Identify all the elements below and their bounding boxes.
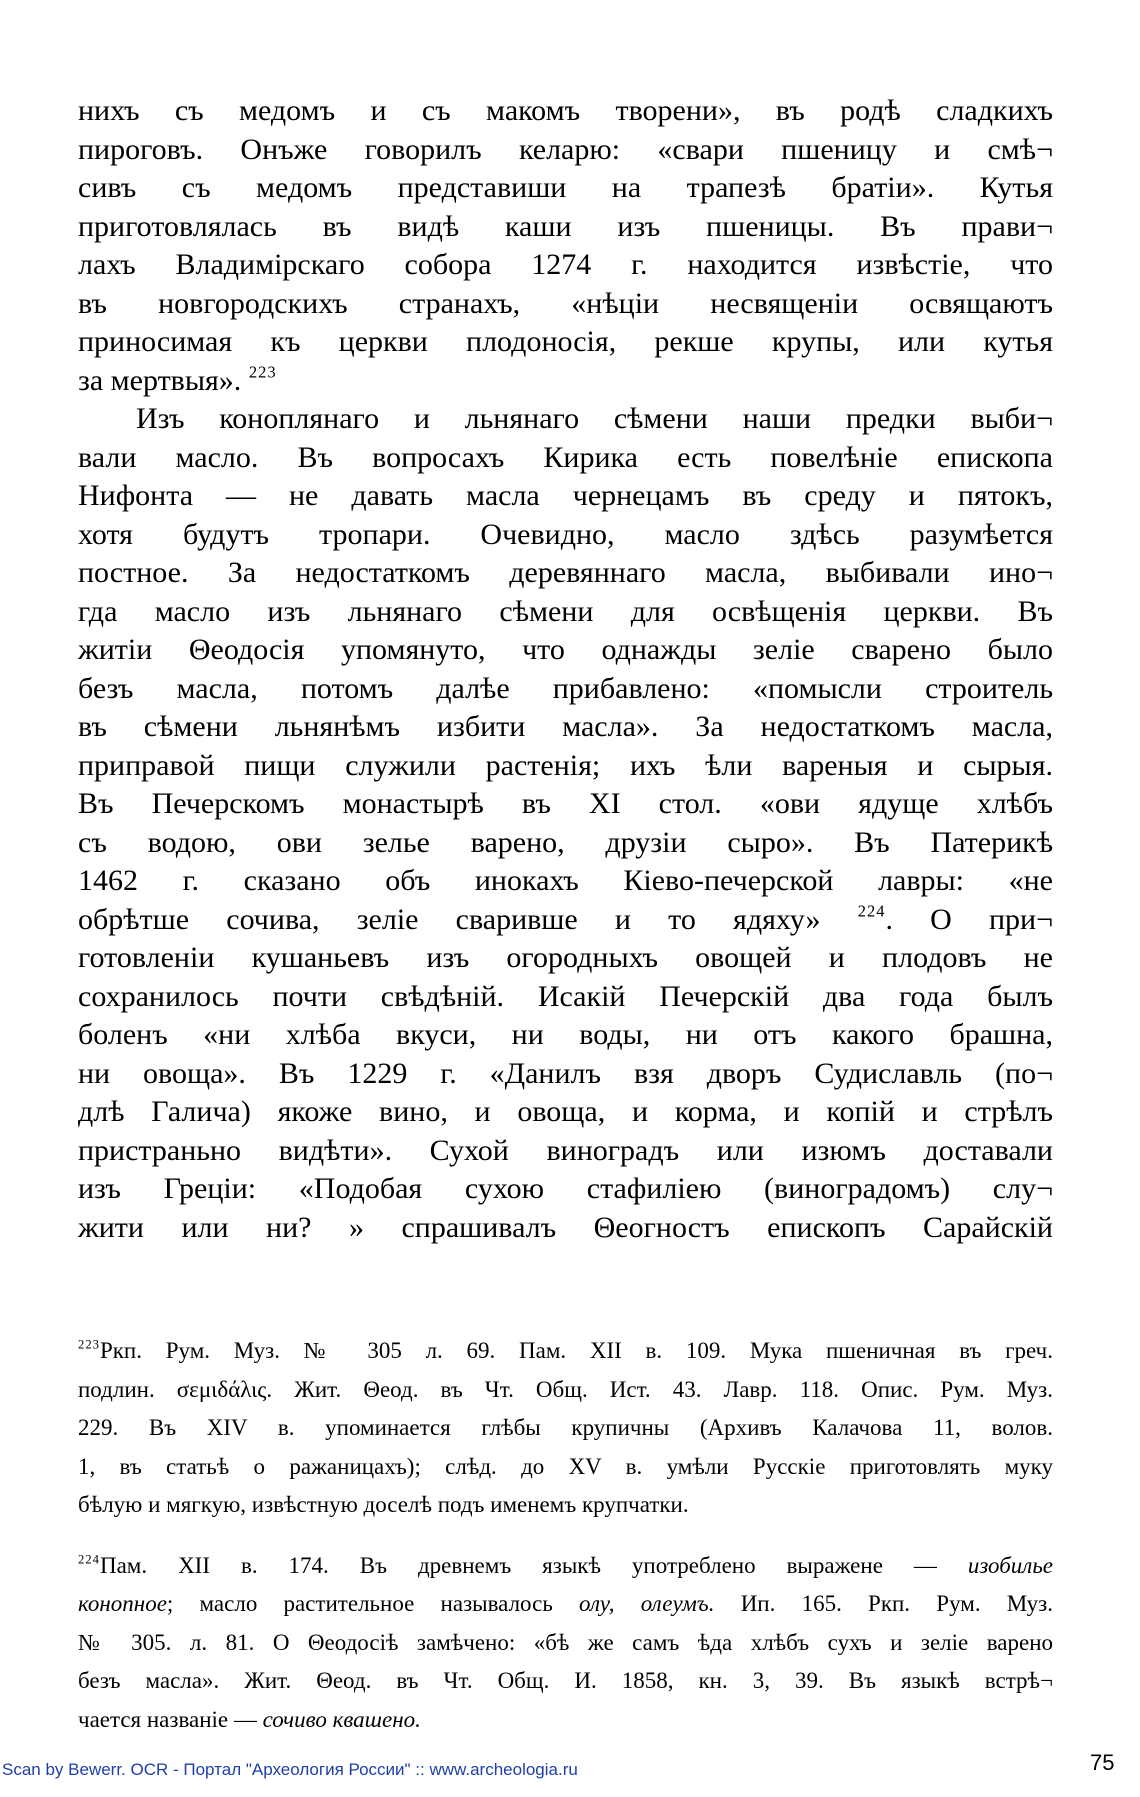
text-line: жити или ни? » спрашивалъ Θеогностъ епископъ Сарайскій [78,1210,1053,1244]
text-line: пироговъ. Онъже говорилъ келарю: «свари пшеницу и смѣ¬ [78,132,1053,166]
footnote-223 [78,1336,1053,1529]
footnotes [78,1336,1053,1765]
text-line: приготовлялась въ видѣ каши изъ пшеницы. Въ прави¬ [78,209,1053,243]
footnote-ref-223[interactable]: 223 [248,362,277,382]
text-line: приносимая къ церкви плодоносія, рекше крупы, или кутья [78,325,1053,358]
text-line: въ сѣмени льнянѣмъ избити масла». За недостаткомъ масла, [78,710,1053,743]
scan-credit-link[interactable]: Scan by Bewerr. OCR - Портал "Археология России" :: www.archeologia.ru [2,1760,578,1779]
footnote-line: бѣлую и мягкую, извѣстную доселѣ подъ именемъ крупчатки. [78,1492,689,1517]
text-fragment: . О при¬ [885,902,1053,936]
text-fragment: обрѣтше сочива, зеліе сваривше и то ядяху» [78,902,821,936]
text-line: приправой пищи служили растенія; ихъ ѣли вареныя и сырыя. [78,748,1053,782]
text-line: боленъ «ни хлѣба вкуси, ни воды, ни отъ какого брашна, [78,1018,1053,1051]
footnote-line [78,1589,1053,1628]
footnote-number: 224 [78,1552,100,1567]
text-line: вали масло. Въ вопросахъ Кирика есть повелѣніе епископа [78,440,1053,474]
text-line: Изъ коноплянаго и льнянаго сѣмени наши предки выби¬ [136,402,1053,435]
footnote-ref-224[interactable]: 224 [857,901,886,921]
text-line: лахъ Владимірскаго собора 1274 г. находится извѣстіе, что [78,248,1053,281]
footnote-line: 1, въ статьѣ о ражаницахъ); слѣд. до XV в. умѣли Русскіе приготовлять муку [78,1453,1053,1479]
footnote-number: 223 [78,1337,100,1352]
text-line: сивъ съ медомъ представиши на трапезѣ братіи». Кутья [78,171,1053,204]
text-line: житіи Θеодосія упомянуто, что однажды зеліе сварено было [78,633,1053,666]
footnote-line [78,1705,1053,1744]
text-line: изъ Греціи: «Подобая сухою стафиліею (виноградомъ) слу¬ [78,1172,1053,1205]
main-text [78,92,1053,1247]
text-line [78,362,1053,401]
footnote-224 [78,1551,1053,1744]
text-line: нихъ съ медомъ и съ макомъ творени», въ родѣ сладкихъ [78,94,1053,127]
text-fragment: чается названіе — [78,1706,257,1732]
text-fragment: Ркп. Рум. Муз. № 305 л. 69. Пам. XII в. 109. Мука пшеничная въ греч. [99,1338,1053,1363]
footnote-line: подлин. σεμιδάλις. Жит. Θеод. въ Чт. Общ. Ист. 43. Лавр. 118. Опис. Рум. Муз. [78,1376,1053,1402]
text-line: съ водою, ови зелье варено, друзіи сыро». Въ Патерикѣ [78,825,1053,859]
footnote-line: безъ масла». Жит. Θеод. въ Чт. Общ. И. 1858, кн. 3, 39. Въ языкѣ встрѣ¬ [78,1668,1053,1693]
paragraph-1 [78,92,1053,400]
text-fragment: Ип. 165. Ркп. Рум. Муз. [740,1591,1053,1616]
footnote-line: № 305. л. 81. О Θеодосіѣ замѣчено: «бѣ же самъ ѣда хлѣбъ сухъ и зеліе варено [78,1629,1053,1655]
text-line: 1462 г. сказано объ инокахъ Кіево-печерской лавры: «не [78,864,1053,897]
text-line [78,901,1053,940]
italic-text: олу, олеумъ. [579,1591,715,1616]
page-number: 75 [1090,1750,1115,1775]
text-fragment: ; масло растительное называлось [166,1591,553,1616]
text-line: гда масло изъ льнянаго сѣмени для освѣщенія церкви. Въ [78,594,1053,628]
text-line: Въ Печерскомъ монастырѣ въ XI стол. «ови ядуще хлѣбъ [78,787,1053,820]
italic-text: изобилье [967,1552,1054,1578]
text-line: сохранилось почти свѣдѣній. Исакій Печерскій два года былъ [78,979,1053,1013]
text-line: пристраньно видѣти». Сухой виноградъ или изюмъ доставали [78,1133,1053,1167]
footnote-line: 229. Въ XIV в. упоминается глѣбы крупичны (Архивъ Калачова 11, волов. [78,1415,1053,1440]
footnote-line [78,1551,1053,1590]
text-line: Нифонта — не давать масла чернецамъ въ среду и пятокъ, [78,479,1053,512]
italic-text: сочиво квашено. [262,1706,421,1732]
text-fragment: за мертвыя». [78,363,242,397]
paragraph-2 [78,400,1053,1247]
text-line: ни овоща». Въ 1229 г. «Данилъ взя дворъ Судиславль (по¬ [78,1056,1053,1090]
italic-text: конопное [78,1591,167,1616]
text-line: постное. За недостаткомъ деревяннаго масла, выбивали ино¬ [78,556,1053,589]
text-line: въ новгородскихъ странахъ, «нѣціи несвященіи освящаютъ [78,286,1053,320]
text-line: длѣ Галича) якоже вино, и овоща, и корма, и копій и стрѣлъ [78,1095,1053,1128]
text-fragment: Пам. XII в. 174. Въ древнемъ языкѣ употреблено выражене — [99,1552,937,1578]
text-line: готовленіи кушаньевъ изъ огородныхъ овощей и плодовъ не [78,941,1053,974]
text-line: хотя будутъ тропари. Очевидно, масло здѣсь разумѣется [78,517,1053,551]
footnote-line [78,1336,1053,1375]
text-line: безъ масла, потомъ далѣе прибавлено: «помысли строитель [78,671,1053,705]
